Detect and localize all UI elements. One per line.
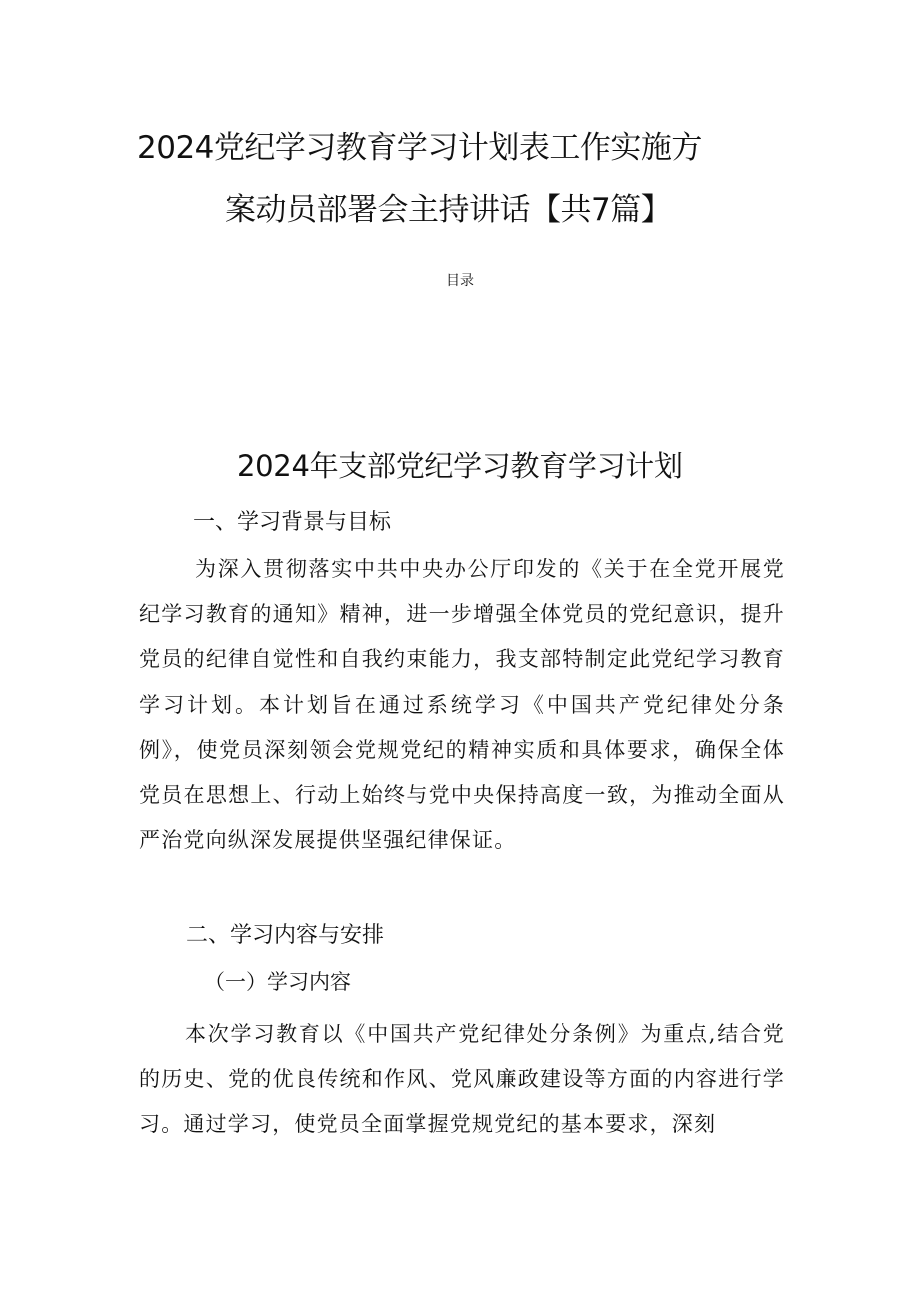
document-title-line-1: 2024党纪学习教育学习计划表工作实施方 bbox=[137, 130, 702, 166]
section-2-heading: 二、学习内容与安排 bbox=[186, 923, 385, 948]
section-1-heading: 一、学习背景与目标 bbox=[193, 510, 392, 535]
table-of-contents-label: 目录 bbox=[446, 273, 474, 289]
section-2-subheading: （一）学习内容 bbox=[204, 970, 351, 994]
section-1-paragraph: 为深入贯彻落实中共中央办公厅印发的《关于在全党开展党纪学习教育的通知》精神，进一步增强全体党员的党纪意识，提升党员的纪律自觉性和自我约束能力，我支部特制定此党纪学习教育学习计划。本计划旨在通过系统学习《中国共产党纪律处分条例》，使党员深刻领会党规党纪的精神实质和具体要求，确保全体党员在思想上、行动上始终与党中央保持高度一致，为推动全面从严治党向纵深发展提供坚强纪律保证。 bbox=[139, 557, 785, 853]
article-title: 2024年支部党纪学习教育学习计划 bbox=[237, 449, 683, 483]
section-2-paragraph: 本次学习教育以《中国共产党纪律处分条例》为重点,结合党的历史、党的优良传统和作风、党风廉政建设等方面的内容进行学习。通过学习，使党员全面掌握党规党纪的基本要求，深刻 bbox=[139, 1022, 785, 1137]
document-title-line-2: 案动员部署会主持讲话【共7篇】 bbox=[225, 192, 672, 228]
